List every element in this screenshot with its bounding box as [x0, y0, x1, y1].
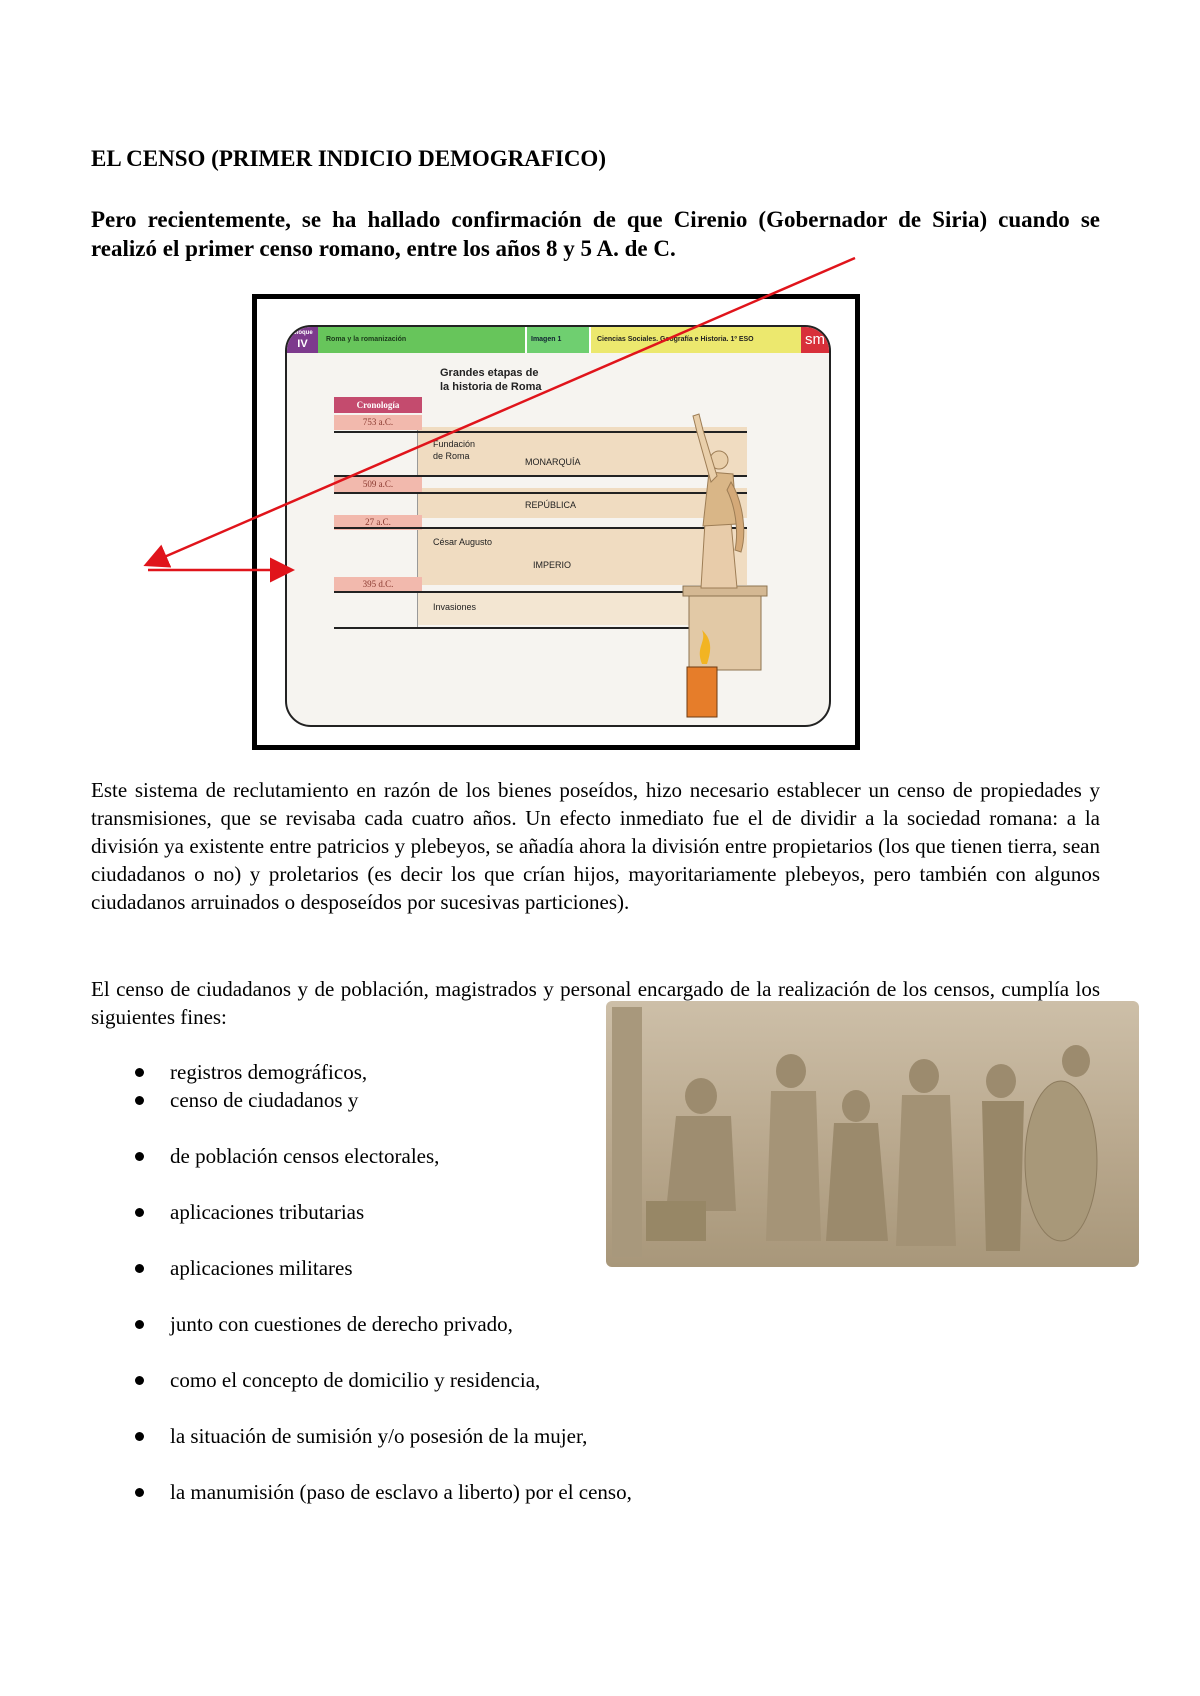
period-label: REPÚBLICA [525, 500, 577, 510]
period-label: MONARQUÍA [525, 457, 581, 467]
bullet-icon [135, 1068, 144, 1077]
intro-paragraph: Pero recientemente, se ha hallado confirmación de que Cirenio (Gobernador de Siria) cuando se realizó el primer censo romano, entre los años 8 y 5 A. de C. [91, 207, 1100, 261]
bloque-badge: Bloque IV [287, 327, 318, 353]
chronology-header: Cronología [334, 397, 422, 413]
slide-title-line2: la historia de Roma [440, 381, 542, 393]
bullet-icon [135, 1432, 144, 1441]
bullet-icon [135, 1208, 144, 1217]
body-paragraph-1: Este sistema de reclutamiento en razón de los bienes poseídos, hizo necesario establecer un censo de propiedades y transmisiones, que se revisaba cada cuatro años. Un efecto inmediato fue el de dividir a la sociedad romana: a la división ya existente entre patricios y plebeyos, se añadía ahora la división entre propietarios (los que tienen tierra, sean ciudadanos o no) y proletarios (es decir los que crían hijos, mayoritariamente plebeyos, pero también con algunos ciudadanos arruinados o desposeídos por sucesivas particiones). [91, 778, 1100, 914]
date-cell: 509 a.C. [334, 477, 422, 492]
period-label: IMPERIO [533, 560, 572, 570]
event-label: César Augusto [433, 537, 493, 547]
sm-logo: sm [801, 327, 829, 353]
unit-title: Roma y la romanización [318, 327, 525, 353]
body-paragraph-2: El censo de ciudadanos y de población, magistrados y personal encargado de la realización de los censos, cumplía los siguientes fines: [91, 977, 1100, 1029]
date-cell: 27 a.C. [334, 515, 422, 530]
date-cell: 395 d.C. [334, 577, 422, 592]
event-label: de Roma [433, 451, 470, 461]
event-label: Fundación [433, 439, 476, 449]
arrow-to-margin [148, 258, 855, 564]
slide-title-line1: Grandes etapas de [440, 367, 539, 379]
image-label: Imagen 1 [525, 327, 589, 353]
relief-figures [606, 1001, 1139, 1267]
subject-label: Ciencias Sociales. Geografía e Historia. 1º ESO [589, 327, 801, 353]
bullet-icon [135, 1488, 144, 1497]
bullet-icon [135, 1096, 144, 1105]
census-relief-image [606, 1001, 1139, 1267]
bullet-icon [135, 1320, 144, 1329]
event-label: Invasiones [433, 602, 477, 612]
bullet-icon [135, 1376, 144, 1385]
bullet-icon [135, 1152, 144, 1161]
bullet-icon [135, 1264, 144, 1273]
page-title: EL CENSO (PRIMER INDICIO DEMOGRAFICO) [91, 146, 606, 171]
date-cell: 753 a.C. [334, 415, 422, 430]
